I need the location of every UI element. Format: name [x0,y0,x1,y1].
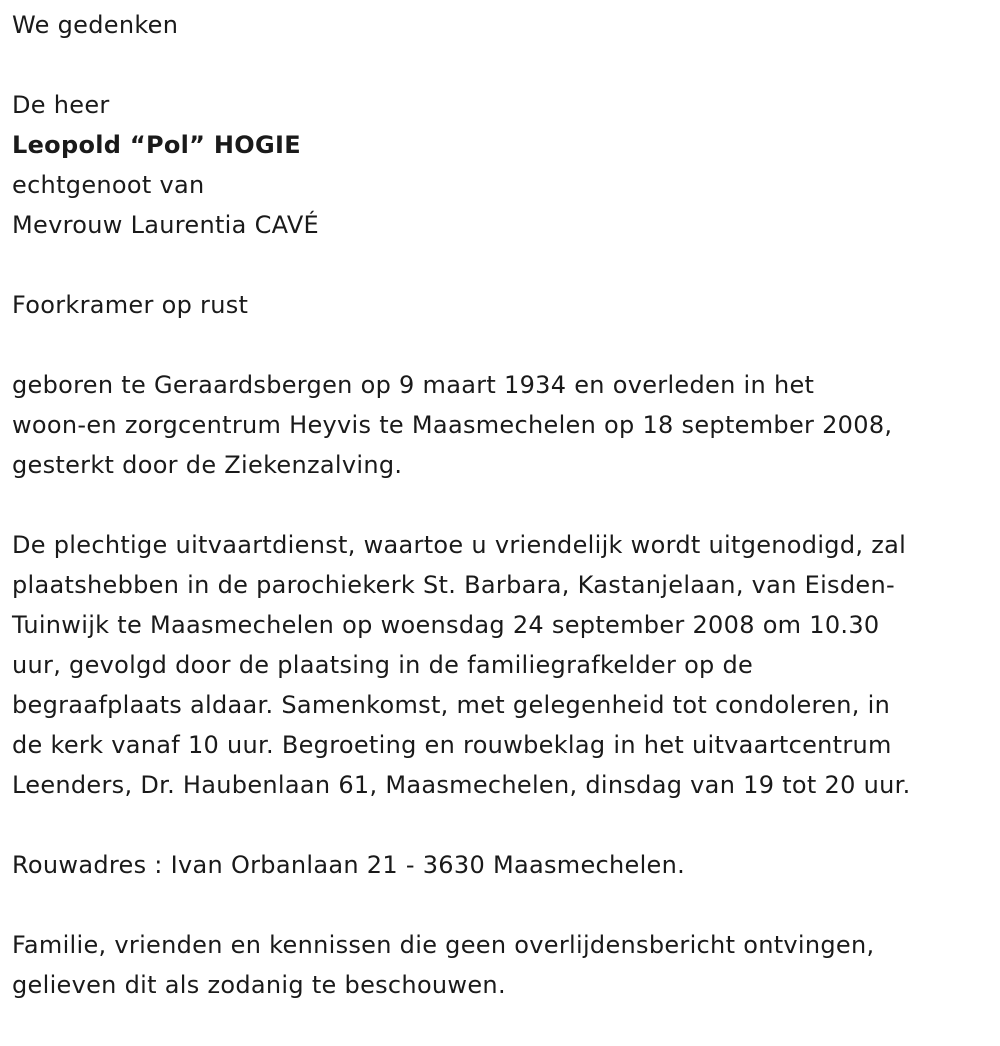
spacer [12,485,988,525]
occupation: Foorkramer op rust [12,291,249,319]
spacer [12,805,988,845]
spouse-relation: echtgenoot van [12,171,205,199]
deceased-name: Leopold “Pol” HOGIE [12,131,301,159]
closing-line: Familie, vrienden en kennissen die geen overlijdensbericht ontvingen, [12,931,875,959]
intro-text: We gedenken [12,11,179,39]
closing-line: gelieven dit als zodanig te beschouwen. [12,971,506,999]
closing-paragraph [12,925,988,1005]
spacer [12,245,988,285]
funeral-line: Tuinwijk te Maasmechelen op woensdag 24 september 2008 om 10.30 [12,611,880,639]
funeral-line: plaatshebben in de parochiekerk St. Barbara, Kastanjelaan, van Eisden- [12,571,895,599]
funeral-line: uur, gevolgd door de plaatsing in de familiegrafkelder op de [12,651,754,679]
funeral-line: begraafplaats aldaar. Samenkomst, met gelegenheid tot condoleren, in [12,691,891,719]
funeral-line: Leenders, Dr. Haubenlaan 61, Maasmechelen, dinsdag van 19 tot 20 uur. [12,771,911,799]
funeral-line: De plechtige uitvaartdienst, waartoe u vriendelijk wordt uitgenodigd, zal [12,531,907,559]
birth-death-line: woon-en zorgcentrum Heyvis te Maasmechelen op 18 september 2008, [12,411,893,439]
mourning-address: Rouwadres : Ivan Orbanlaan 21 - 3630 Maasmechelen. [12,851,686,879]
birth-death-paragraph [12,365,988,485]
birth-death-line: gesterkt door de Ziekenzalving. [12,451,403,479]
funeral-paragraph [12,525,988,805]
funeral-line: de kerk vanaf 10 uur. Begroeting en rouwbeklag in het uitvaartcentrum [12,731,892,759]
title-prefix: De heer [12,91,110,119]
spacer [12,885,988,925]
spacer [12,325,988,365]
spacer [12,45,988,85]
spouse-name: Mevrouw Laurentia CAVÉ [12,211,320,239]
birth-death-line: geboren te Geraardsbergen op 9 maart 1934 en overleden in het [12,371,815,399]
